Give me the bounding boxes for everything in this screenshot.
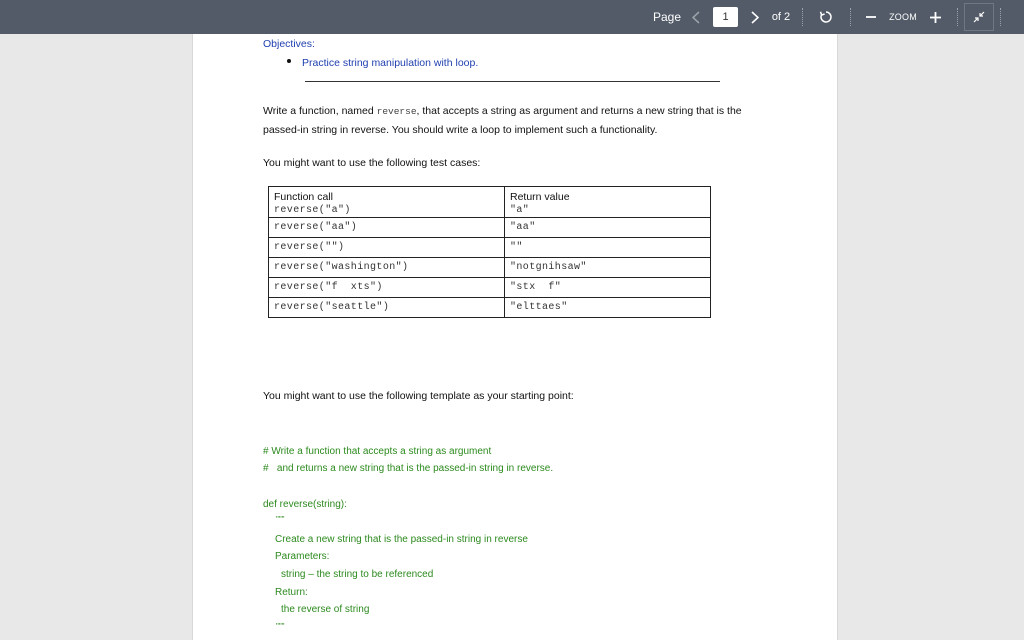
toolbar-divider: [802, 8, 803, 26]
table-cell: reverse("washington"): [269, 258, 505, 278]
table-cell: reverse("f xts"): [269, 278, 505, 298]
rotate-button[interactable]: [816, 0, 836, 34]
divider-line: [305, 81, 720, 82]
table-cell: "elttaes": [505, 298, 711, 318]
table-cell: "": [505, 238, 711, 258]
exit-fullscreen-button[interactable]: [964, 3, 994, 31]
docstring-line: Create a new string that is the passed-in string in reverse: [275, 534, 528, 545]
toolbar-divider: [1000, 8, 1001, 26]
table-row: [269, 238, 711, 258]
inline-code: reverse: [376, 106, 417, 117]
table-row: [269, 298, 711, 318]
table-cell: reverse("aa"): [269, 218, 505, 238]
code-def-line: def reverse(string):: [263, 499, 347, 510]
code-comment: # and returns a new string that is the passed-in string in reverse.: [263, 463, 554, 474]
template-intro: You might want to use the following template as your starting point:: [263, 390, 574, 402]
collapse-icon: [973, 11, 985, 23]
table-cell: "stx f": [505, 278, 711, 298]
table-cell: "notgnihsaw": [505, 258, 711, 278]
test-cases-table: [268, 186, 711, 318]
table-cell: reverse("seattle"): [269, 298, 505, 318]
objectives-heading: Objectives:: [263, 38, 315, 50]
zoom-out-button[interactable]: [862, 0, 880, 34]
minus-icon: [866, 12, 876, 22]
docstring-return-desc: the reverse of string: [281, 604, 370, 615]
pdf-toolbar: [0, 0, 1024, 34]
intro-text: , that accepts a string as argument and returns a new string that is the: [416, 105, 742, 117]
intro-line-1: [263, 105, 742, 117]
table-cell: reverse(""): [269, 238, 505, 258]
table-row: [269, 218, 711, 238]
page-label: Page: [652, 10, 682, 24]
objective-item: Practice string manipulation with loop.: [302, 57, 479, 69]
intro-text: Write a function, named: [263, 105, 377, 117]
test-cases-intro: You might want to use the following test cases:: [263, 157, 481, 169]
table-cell: "aa": [505, 218, 711, 238]
toolbar-divider: [850, 8, 851, 26]
table-row: [269, 258, 711, 278]
docstring-return: Return:: [275, 587, 308, 598]
zoom-label: ZOOM: [889, 12, 917, 22]
bullet: [287, 59, 291, 63]
table-header: Function call: [269, 187, 505, 205]
previous-page-button[interactable]: [687, 0, 705, 34]
table-header-row: [269, 187, 711, 205]
table-row: [269, 278, 711, 298]
code-comment: # Write a function that accepts a string as argument: [263, 446, 492, 457]
chevron-right-icon: [751, 11, 759, 24]
page-count-label: of 2: [771, 11, 791, 23]
docstring-close: """: [276, 622, 285, 631]
docstring-params: Parameters:: [275, 551, 330, 562]
table-cell: "a": [505, 205, 711, 218]
table-row: [269, 205, 711, 218]
plus-icon: [930, 12, 941, 23]
docstring-open: """: [276, 515, 285, 524]
toolbar-divider: [957, 8, 958, 26]
table-cell: reverse("a"): [269, 205, 505, 218]
next-page-button[interactable]: [746, 0, 764, 34]
chevron-left-icon: [692, 11, 700, 24]
docstring-param-desc: string – the string to be referenced: [281, 569, 434, 580]
zoom-in-button[interactable]: [925, 0, 945, 34]
page-number-input[interactable]: 1: [713, 7, 738, 27]
intro-line-2: passed-in string in reverse. You should write a loop to implement such a functionality.: [263, 124, 658, 136]
table-header: Return value: [505, 187, 711, 205]
rotate-icon: [819, 10, 833, 24]
document-page: [192, 34, 838, 640]
